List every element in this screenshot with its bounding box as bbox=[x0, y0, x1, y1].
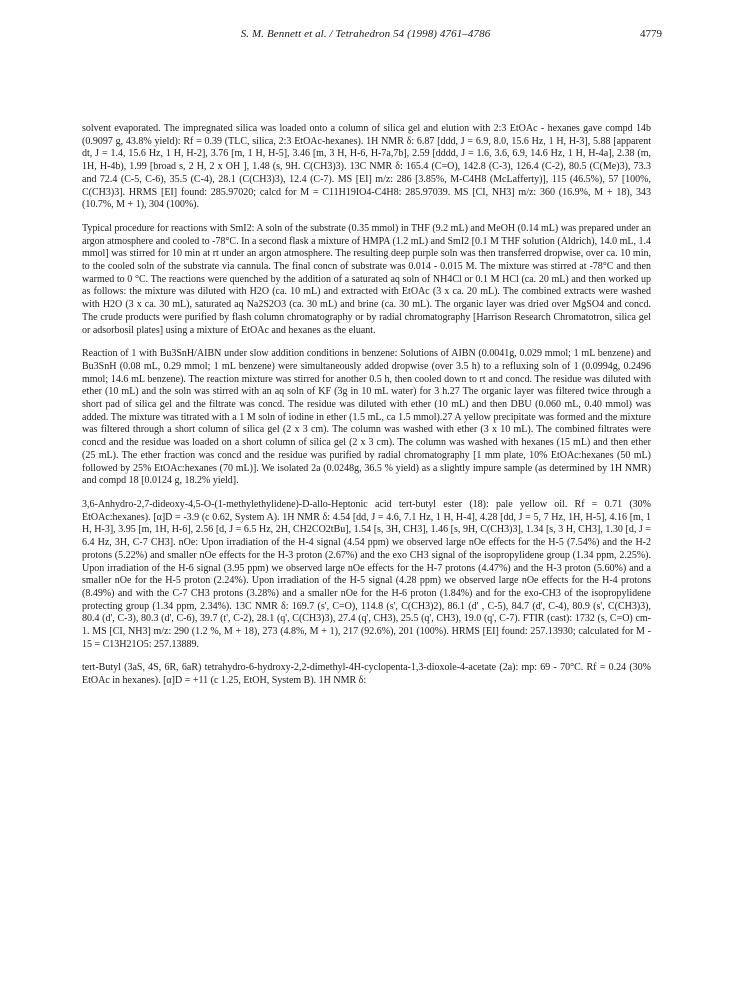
article-body bbox=[82, 123, 651, 688]
paragraph-bu3snh-aibn-reaction: Reaction of 1 with Bu3SnH/AIBN under slow addition conditions in benzene: Solutions of AIBN (0.0041g, 0.029 mmol; 1 mL benzene) and Bu3SnH (0.08 mL, 0.29 mmol; 1 mL benzene) were simultaneously added dropwise (over 3.5 h) to a refluxing soln of 1 (0.0994g, 0.2496 mmol; 14.6 mL benzene). The reaction mixture was stirred for another 0.5 h, then cooled down to rt and concd. The residue was diluted with ether (10 mL) and the soln was stirred with an aq soln of KF (3g in 10 mL water) for 3 h.27 The organic layer was filtered twice through a short pad of silica gel and the filtrate was concd. The residue was diluted with ether (10 mL) and then DBU (0.060 mL, 0.40 mmol) was added. The mixture was titrated with a 1 M soln of iodine in ether (1.5 mL, ca 1.5 mmol).27 A yellow precipitate was formed and the mixture was filtered through a short column of silica gel (2 x 3 cm). The column was washed with ether (3 x 10 mL). The combined filtrates were concd and the residue was loaded on a short column of silica gel (2 x 3 cm). The column was washed with hexanes (15 mL) and then ether (25 mL). The ether fraction was concd and the residue was purified by radial chromatography [1 mm plate, 10% EtOAc:hexanes (50 mL) followed by 25% EtOAc:hexanes (70 mL)]. We isolated 2a (0.0248g, 36.5 % yield) as a slightly impure sample (as determined by 1H NMR) and compd 18 [0.0124 g, 18.2% yield]. bbox=[82, 348, 651, 487]
paragraph-compound-18-characterization: 3,6-Anhydro-2,7-dideoxy-4,5-O-(1-methylethylidene)-D-allo-Heptonic acid tert-butyl ester (18): pale yellow oil. Rf = 0.71 (30% EtOAc:hexanes). [α]D = -3.9 (c 0.62, System A). 1H NMR δ: 4.54 [dd, J = 4.6, 7.1 Hz, 1 H, H-4], 4.28 [dd, J = 5, 7 Hz, 1H, H-5], 4.16 [m, 1 H, H-3], 3.95 [m, 1H, H-6], 2.56 [d, J = 6.5 Hz, 2H, CH2CO2tBu], 1.54 [s, 3H, CH3], 1.46 [s, 9H, C(CH3)3], 1.34 [s, 3 H, CH3], 1.30 [d, J = 6.4 Hz, 3H, C-7 CH3]. nOe: Upon irradiation of the H-4 signal (4.54 ppm) we observed large nOe effects for the H-5 (7.54%) and the H-2 protons (5.22%) and smaller nOe effects for the H-3 proton (2.67%) and the exo CH3 signal of the isopropylidene group (1.34 ppm, 2.25%). Upon irradiation of the H-6 signal (3.95 ppm) we observed large nOe effects for the H-7 protons (4.47%) and the H-3 proton (5.60%) and a smaller nOe for the H-5 proton (2.24%). Upon irradiation of the H-5 signal (4.28 ppm) we observed large nOe effects for the H-4 protons (8.49%) and with the C-7 CH3 protons (3.28%) and a smaller nOe for the H-6 proton (1.84%) and for the exo-CH3 of the isopropylidene protecting group (1.34 ppm, 2.34%). 13C NMR δ: 169.7 (s', C=O), 114.8 (s', C(CH3)2), 86.1 (d' , C-5), 84.7 (d', C-4), 80.9 (s', C(CH3)3), 80.4 (d', C-3), 80.3 (d', C-6), 39.7 (t', C-2), 28.1 (q', C(CH3)3), 27.4 (q', CH3), 25.5 (q', CH3), 19.0 (q', C-7). FTIR (cast): 1732 (s, C=O) cm-1. MS [CI, NH3] m/z: 290 (1.2 %, M + 18), 273 (4.8%, M + 1), 217 (92.6%), 201 (100%). HRMS [EI] found: 257.13930; calculated for M - 15 = C13H21O5: 257.13889. bbox=[82, 498, 651, 650]
paragraph-compound-14b-characterization: solvent evaporated. The impregnated silica was loaded onto a column of silica gel and elution with 2:3 EtOAc - hexanes gave compd 14b (0.9097 g, 43.8% yield): Rf = 0.39 (TLC, silica, 2:3 EtOAc-hexanes). 1H NMR δ: 6.87 [ddd, J = 6.9, 8.0, 15.6 Hz, 1 H, H-3], 5.88 [apparent dt, J = 1.4, 15.6 Hz, 1 H, H-2], 3.76 [m, 1 H, H-5], 3.46 [m, 3 H, H-6, H-7a,7b], 2.59 [dddd, J = 1.6, 3.6, 6.9, 14.6 Hz, 1 H, H-4a], 2.38 (m, 1H, H-4b), 1.99 [broad s, 2 H, 2 x OH ], 1.48 (s, 9H. C(CH3)3). 13C NMR δ: 165.4 (C=O), 142.8 (C-3), 126.4 (C-2), 80.5 (C(Me)3), 73.3 and 72.4 (C-5, C-6), 35.5 (C-4), 28.1 (C(CH3)3), 12.4 (C-7). MS [EI] m/z: 286 [3.85%, M-C4H8 (McLafferty)], 115 (46.5%), 57 [100%, C(CH3)3]. HRMS [EI] found: 285.97020; calcd for M = C11H19IO4-C4H8: 285.97039. MS [CI, NH3] m/z: 360 (16.9%, M + 18), 343 (10.7%, M + 1), 304 (100%). bbox=[82, 123, 651, 211]
running-head: S. M. Bennett et al. / Tetrahedron 54 (1998) 4761–4786 bbox=[240, 28, 491, 40]
page-number: 4779 bbox=[640, 28, 662, 40]
paragraph-compound-2a-characterization: tert-Butyl (3aS, 4S, 6R, 6aR) tetrahydro-6-hydroxy-2,2-dimethyl-4H-cyclopenta-1,3-dioxole-4-acetate (2a): mp: 69 - 70°C. Rf = 0.24 (30% EtOAc in hexanes). [α]D = +11 (c 1.25, EtOH, System B). 1H NMR δ: bbox=[82, 662, 651, 687]
paragraph-smi2-procedure: Typical procedure for reactions with SmI2: A soln of the substrate (0.35 mmol) in THF (9.2 mL) and MeOH (0.14 mL) was prepared under an argon atmosphere and cooled to -78°C. In a second flask a mixture of HMPA (1.2 mL) and SmI2 [0.1 M THF solution (Aldrich), 14.0 mL, 1.4 mmol] was stirred for 10 min at rt under an argon atmosphere. The resulting deep purple soln was then transferred dropwise, over ca. 10 min, to the cooled soln of the substrate via cannula. The final concn of substrate was 0.014 - 0.015 M. The mixture was stirred at -78°C and then warmed to 0 °C. The reactions were quenched by the addition of a saturated aq soln of NH4Cl or 0.1 M HCl (ca. 20 mL) and then worked up as follows: the mixture was diluted with H2O (ca. 10 mL) and extracted with EtOAc (3 x ca. 20 mL). The combined extracts were washed with H2O (3 x ca. 30 mL), saturated aq Na2S2O3 (ca. 30 mL) and brine (ca. 30 mL). The organic layer was dried over MgSO4 and concd. The crude products were purified by flash column chromatography or by radial chromatography [Harrison Research Chromatotron, silica gel or adsorbosil plates] using a mixture of EtOAc and hexanes as the eluant. bbox=[82, 222, 651, 336]
